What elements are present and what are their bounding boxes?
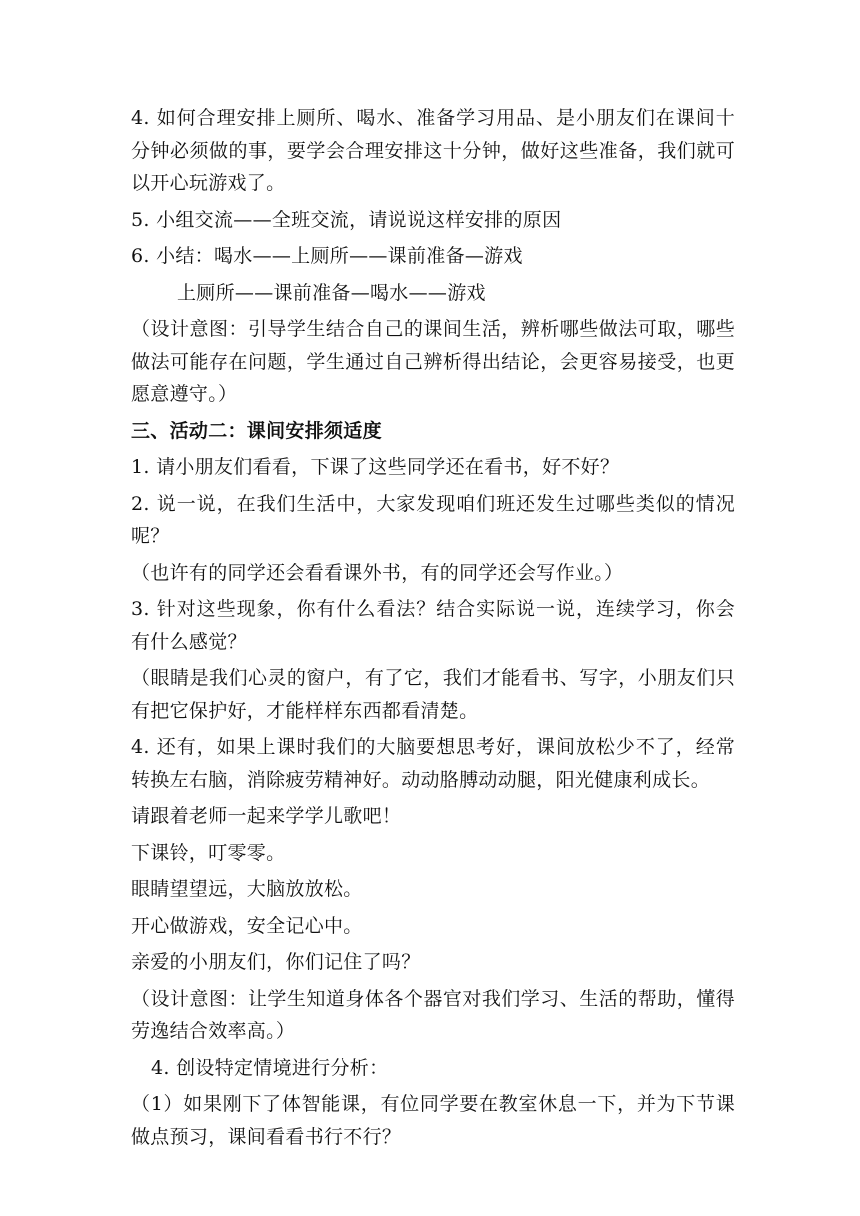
paragraph-step-4-arrangement: 4. 如何合理安排上厕所、喝水、准备学习用品、是小朋友们在课间十分钟必须做的事，要学会合理安排这十分钟，做好这些准备，我们就可以开心玩游戏了。 — [131, 107, 735, 194]
paragraph-design-intent-1: （设计意图：引导学生结合自己的课间生活，辨析哪些做法可取，哪些做法可能存在问题，学生通过自己辨析得出结论，会更容易接受，也更愿意遵守。） — [131, 318, 735, 405]
paragraph-question-3: 3. 针对这些现象，你有什么看法？结合实际说一说，连续学习，你会有什么感觉？ — [131, 598, 735, 653]
paragraph-design-intent-2: （设计意图：让学生知道身体各个器官对我们学习、生活的帮助，懂得劳逸结合效率高。） — [131, 987, 735, 1042]
paragraph-song-line-2: 眼睛望望远，大脑放放松。 — [131, 878, 363, 900]
paragraph-step-4-scenario: 4. 创设特定情境进行分析： — [151, 1056, 389, 1079]
paragraph-step-4-brain: 4. 还有，如果上课时我们的大脑要想思考好，课间放松少不了，经常转换左右脑，消除疲劳精神好。动动胳膊动动腿，阳光健康利成长。 — [131, 736, 735, 791]
paragraph-song-line-1: 下课铃，叮零零。 — [131, 841, 286, 864]
section-heading-activity-two: 三、活动二：课间安排须适度 — [131, 419, 382, 442]
paragraph-step-6-summary: 6. 小结：喝水——上厕所——课前准备—游戏 — [131, 245, 523, 267]
document-body — [131, 102, 735, 1157]
paragraph-step-5-group-discussion: 5. 小组交流——全班交流，请说说这样安排的原因 — [131, 208, 562, 231]
paragraph-question-1: 1. 请小朋友们看看，下课了这些同学还在看书，好不好？ — [131, 456, 620, 478]
paragraph-summary-alternative: 上厕所——课前准备—喝水——游戏 — [177, 281, 486, 304]
paragraph-song-line-3: 开心做游戏，安全记心中。 — [131, 914, 363, 937]
paragraph-answer-2: （也许有的同学还会看看课外书，有的同学还会写作业。） — [131, 561, 624, 584]
paragraph-song-question: 亲爱的小朋友们，你们记住了吗？ — [131, 951, 421, 973]
paragraph-question-2: 2. 说一说，在我们生活中，大家发现咱们班还发生过哪些类似的情况呢？ — [131, 492, 735, 547]
paragraph-answer-3: （眼睛是我们心灵的窗户，有了它，我们才能看书、写字，小朋友们只有把它保护好，才能样样东西都看清楚。 — [131, 667, 735, 722]
paragraph-song-intro: 请跟着老师一起来学学儿歌吧！ — [131, 805, 402, 827]
paragraph-scenario-1: （1）如果刚下了体智能课，有位同学要在教室休息一下，并为下节课做点预习，课间看看书行不行？ — [131, 1093, 735, 1148]
